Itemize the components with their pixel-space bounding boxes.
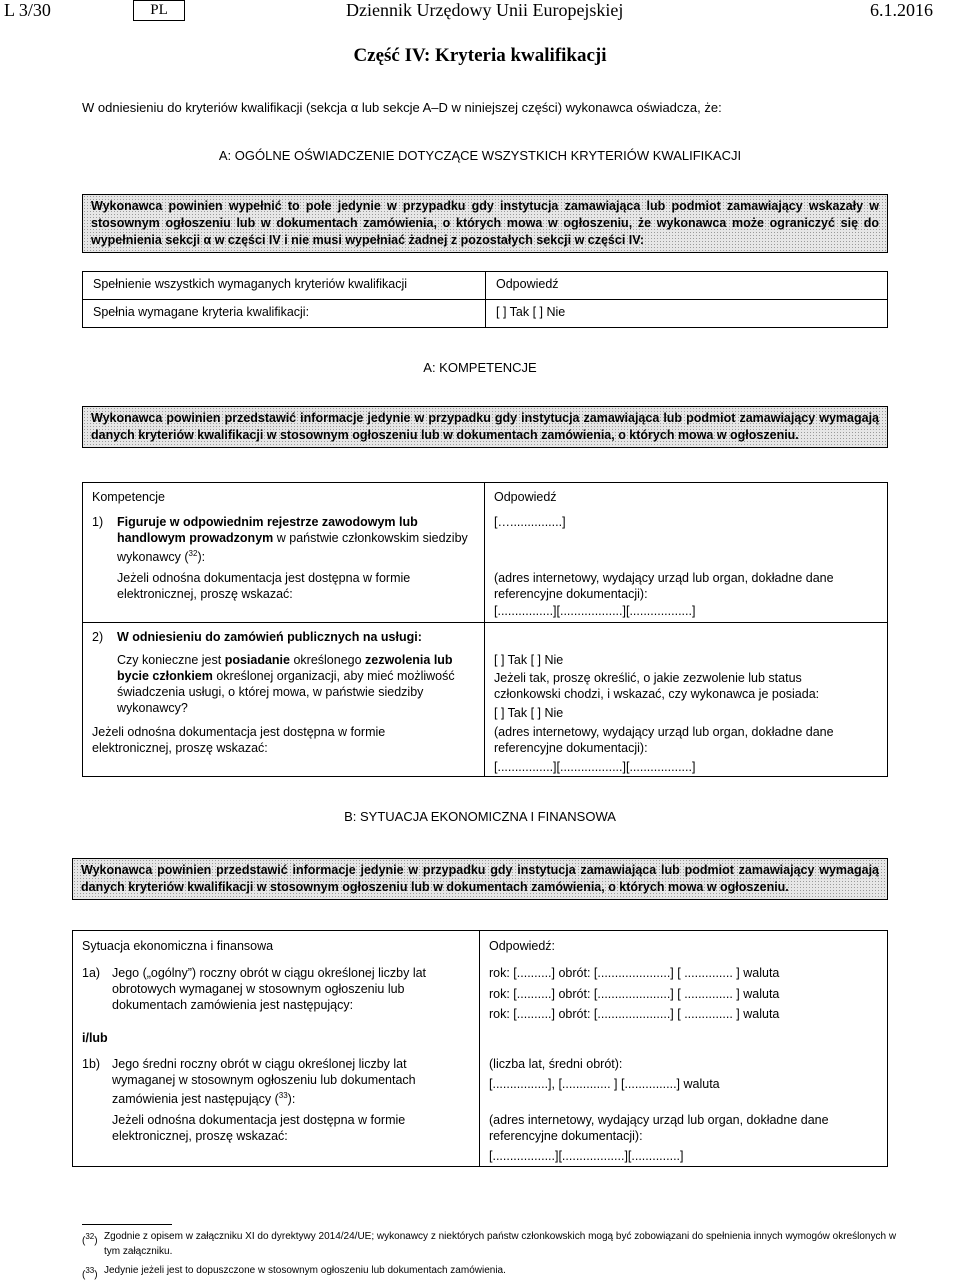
row-divider <box>82 622 888 623</box>
item-services-question <box>117 652 473 716</box>
item-register-rest: w państwie członkowskim siedziby wykonawcy ( <box>117 531 468 565</box>
footnote-text: Zgodnie z opisem w załączniku XI do dyrektywy 2014/24/UE; wykonawcy z niektórych państw członkowskich mogą być zobowiązani do spełnienia innych wymogów określonych w tym załączniku. <box>104 1231 897 1257</box>
question-bold: zezwolenia lub bycie członkiem <box>117 653 453 683</box>
item-turnover-text: Jego („ogólny”) roczny obrót w ciągu określonej liczby lat obrotowych wymaganej w stosownym ogłoszeniu lub dokumentach zamówienia jest następujący: <box>112 966 427 1012</box>
footnote-number: ($^{32}$) <box>82 1232 98 1247</box>
average-turnover-end: ): <box>287 1092 296 1107</box>
item-services-heading: W odniesieniu do zamówień publicznych na usługi: <box>117 630 422 644</box>
intro-text: W odniesieniu do kryteriów kwalifikacji (sekcja α lub sekcje A–D w niniejszej części) wykonawca oświadcza, że: <box>82 100 722 115</box>
publication-date: 6.1.2016 <box>870 0 933 20</box>
item-services-doc: Jeżeli odnośna dokumentacja jest dostępna w formie elektronicznej, proszę wskazać: <box>92 725 386 755</box>
question-part: określonego <box>289 653 366 667</box>
question-part: Czy konieczne jest <box>117 653 225 667</box>
register-answer-field[interactable]: […...............] <box>494 515 566 529</box>
question-bold: posiadanie <box>224 653 290 667</box>
page-header <box>0 0 960 22</box>
table-header-answer: Odpowiedź <box>494 490 557 504</box>
footnote-ref[interactable]: 32 <box>188 549 198 558</box>
criteria-met-answer[interactable]: [ ] Tak [ ] Nie <box>486 300 888 328</box>
table-header-answer: Odpowiedź <box>486 272 888 300</box>
turnover-row-3[interactable]: rok: [..........] obrót: [.....................] [ .............. ] waluta <box>489 1007 780 1021</box>
section-alpha-note: Wykonawca powinien wypełnić to pole jedynie w przypadku gdy instytucja zamawiająca lub podmiot zamawiający wskazały w stosownym ogłoszeniu lub w dokumentach zamówienia, o których mowa w ogłoszeniu, że wykonawca może ograniczyć się do wypełnienia sekcji α w części IV i nie musi wypełniać żadnej z pozostałych sekcji w części IV: <box>82 194 888 253</box>
services-status-question: Jeżeli tak, proszę określić, o jakie zezwolenie lub status członkowski chodzi, i wskazać, czy wykonawca je posiada: <box>494 671 820 701</box>
turnover-row-2[interactable]: rok: [..........] obrót: [.....................] [ .............. ] waluta <box>489 987 780 1001</box>
journal-title: Dziennik Urzędowy Unii Europejskiej <box>346 0 624 20</box>
table-header-competence: Kompetencje <box>92 490 165 504</box>
item-number: 1a) <box>82 966 101 980</box>
average-doc-reference[interactable]: [..................][..................][..............] <box>489 1149 684 1163</box>
footnote-number: ($^{33}$) <box>82 1266 98 1281</box>
footnote-text: Jedynie jeżeli jest to dopuszczone w stosownym ogłoszeniu lub dokumentach zamówienia. <box>104 1265 506 1276</box>
item-number: 1) <box>92 515 104 529</box>
footnote-num: 33 <box>85 1266 95 1275</box>
average-doc-label: (adres internetowy, wydający urząd lub organ, dokładne dane referencyjne dokumentacji): <box>489 1113 829 1143</box>
register-doc-label: (adres internetowy, wydający urząd lub organ, dokładne dane referencyjne dokumentacji): <box>494 571 834 601</box>
item-number: 2) <box>92 630 104 644</box>
average-turnover-body: Jego średni roczny obrót w ciągu określonej liczby lat wymaganej w stosownym ogłoszeniu lub dokumentach zamówienia jest następujący ( <box>112 1057 416 1107</box>
item-register-text <box>117 514 469 565</box>
language-badge: PL <box>133 0 185 21</box>
years-average-field[interactable]: [................], [.............. ] [...............] waluta <box>489 1077 720 1091</box>
section-alpha-heading: A: OGÓLNE OŚWIADCZENIE DOTYCZĄCE WSZYSTKICH KRYTERIÓW KWALIFIKACJI <box>218 148 742 163</box>
services-answer[interactable]: [ ] Tak [ ] Nie <box>494 653 564 667</box>
years-average-label: (liczba lat, średni obrót): <box>489 1057 623 1071</box>
services-doc-reference[interactable]: [................][..................][..................] <box>494 760 696 774</box>
table-header-situation: Sytuacja ekonomiczna i finansowa <box>82 939 274 953</box>
item-register-end: ): <box>197 550 206 565</box>
item-register-bold: Figuruje w odpowiednim rejestrze zawodowym lub handlowym prowadzonym <box>117 515 418 545</box>
item-average-turnover-text <box>112 1056 442 1107</box>
services-status-answer[interactable]: [ ] Tak [ ] Nie <box>494 706 564 720</box>
section-a-heading: A: KOMPETENCJE <box>423 360 537 375</box>
page-title: Część IV: Kryteria kwalifikacji <box>353 45 607 66</box>
footnote-divider <box>82 1224 172 1225</box>
section-a-note: Wykonawca powinien przedstawić informacje jedynie w przypadku gdy instytucja zamawiająca lub podmiot zamawiający wymagają danych kryteriów kwalifikacji w stosownym ogłoszeniu lub w dokumentach zamówienia, o których mowa w ogłoszeniu. <box>82 406 888 448</box>
footnote-num: 32 <box>85 1232 95 1241</box>
average-turnover-doc: Jeżeli odnośna dokumentacja jest dostępna w formie elektronicznej, proszę wskazać: <box>112 1113 406 1143</box>
turnover-row-1[interactable]: rok: [..........] obrót: [.....................] [ .............. ] waluta <box>489 966 780 980</box>
services-doc-label: (adres internetowy, wydający urząd lub organ, dokładne dane referencyjne dokumentacji): <box>494 725 834 755</box>
section-alpha-table <box>82 271 888 328</box>
page-number: L 3/30 <box>4 0 51 20</box>
item-number: 1b) <box>82 1057 101 1071</box>
section-b-note: Wykonawca powinien przedstawić informacje jedynie w przypadku gdy instytucja zamawiająca lub podmiot zamawiający wymagają danych kryteriów kwalifikacji w stosownym ogłoszeniu lub w dokumentach zamówienia, o których mowa w ogłoszeniu. <box>72 858 888 900</box>
table-header-criteria: Spełnienie wszystkich wymaganych kryteriów kwalifikacji <box>83 272 486 300</box>
item-register-doc: Jeżeli odnośna dokumentacja jest dostępna w formie elektronicznej, proszę wskazać: <box>117 571 411 601</box>
question-part: określonej organizacji, aby mieć możliwość świadczenia usługi, o której mowa, w państwie siedziby wykonawcy? <box>117 669 455 715</box>
footnote-32 <box>82 1229 902 1259</box>
table-header-answer: Odpowiedź: <box>489 939 556 953</box>
section-b-heading: B: SYTUACJA EKONOMICZNA I FINANSOWA <box>344 809 616 824</box>
register-doc-reference[interactable]: [................][..................][..................] <box>494 604 696 618</box>
footnote-33 <box>82 1263 902 1281</box>
and-or-label: i/lub <box>82 1031 108 1045</box>
footnote-ref[interactable]: 33 <box>278 1091 288 1100</box>
criteria-met-label: Spełnia wymagane kryteria kwalifikacji: <box>83 300 486 328</box>
